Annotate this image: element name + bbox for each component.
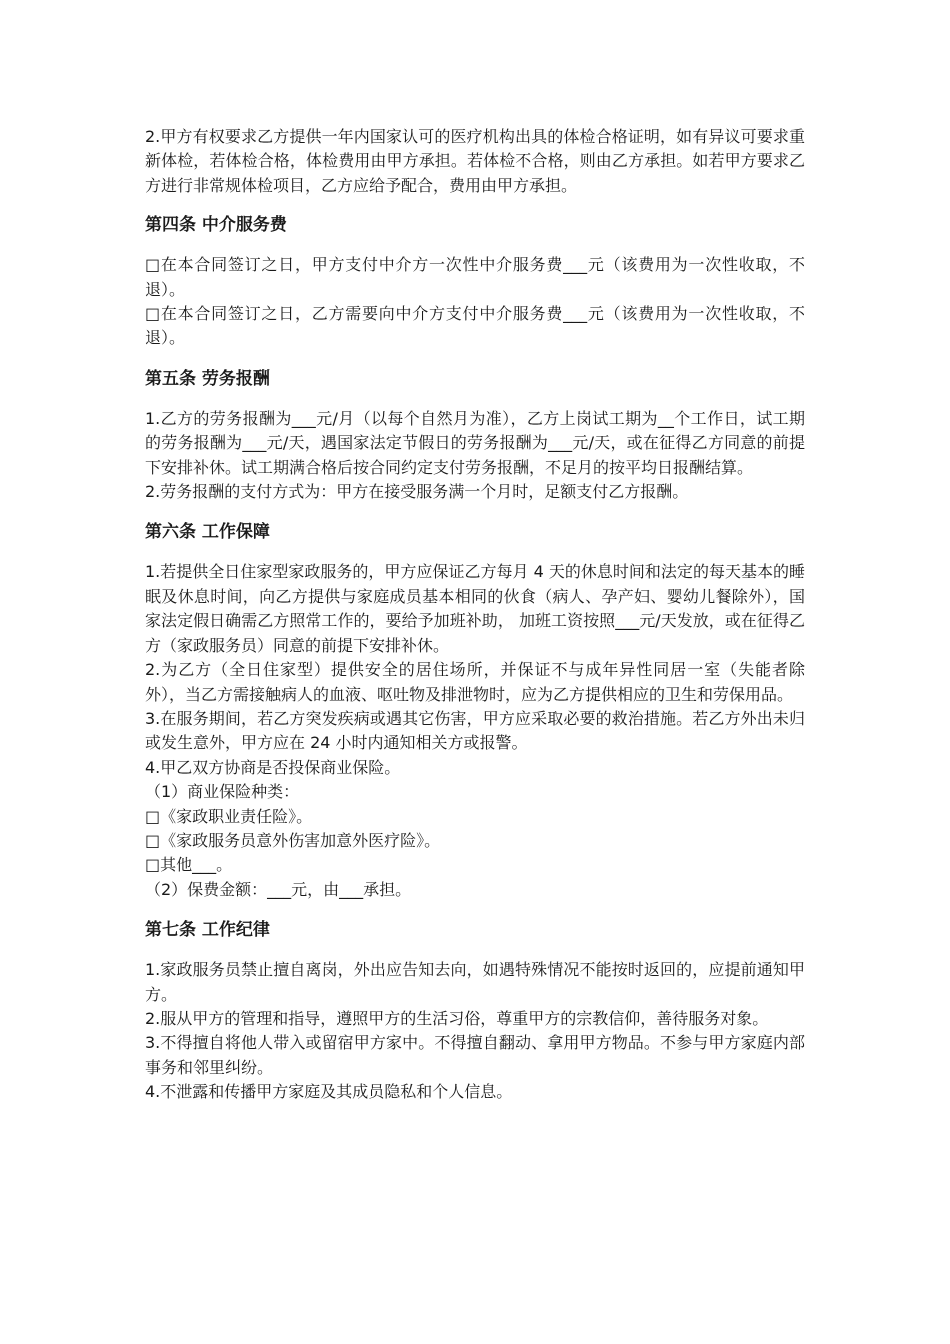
article3-continuation bbox=[145, 125, 805, 198]
article6-clause-1: 1.若提供全日住家型家政服务的，甲方应保证乙方每月 4 天的休息时间和法定的每天基本的睡眠及休息时间，向乙方提供与家庭成员基本相同的伙食（病人、孕产妇、婴幼儿餐除外），国家法定假日确需乙方照常工作的，要给予加班补助， 加班工资按照___元/天发放，或在征得乙方（家政服务员）同意的前提下安排补休。 bbox=[145, 562, 805, 655]
article5-clause-1: 1.乙方的劳务报酬为___元/月（以每个自然月为准），乙方上岗试工期为__个工作日，试工期的劳务报酬为___元/天，遇国家法定节假日的劳务报酬为___元/天，或在征得乙方同意的前提下安排补休。试工期满合格后按合同约定支付劳务报酬，不足月的按平均日报酬结算。 bbox=[145, 408, 805, 477]
article6-insurance-option-3: □其他___。 bbox=[145, 855, 233, 875]
contract-page bbox=[145, 125, 805, 1105]
article6-body bbox=[145, 560, 805, 902]
article7-clause-3: 3.不得擅自将他人带入或留宿甲方家中。不得擅自翻动、拿用甲方物品。不参与甲方家庭内部事务和邻里纠纷。 bbox=[145, 1033, 805, 1077]
article6-clause-3: 3.在服务期间，若乙方突发疾病或遇其它伤害，甲方应采取必要的救治措施。若乙方外出未归或发生意外，甲方应在 24 小时内通知相关方或报警。 bbox=[145, 708, 805, 753]
article6-insurance-option-1: □《家政职业责任险》。 bbox=[145, 806, 313, 826]
article6-insurance-option-2: □《家政服务员意外伤害加意外医疗险》。 bbox=[145, 830, 441, 850]
article6-clause-2: 2.为乙方（全日住家型）提供安全的居住场所，并保证不与成年异性同居一室（失能者除外），当乙方需接触病人的血液、呕吐物及排泄物时，应为乙方提供相应的卫生和劳保用品。 bbox=[145, 660, 805, 704]
article7-clause-2: 2.服从甲方的管理和指导，遵照甲方的生活习俗，尊重甲方的宗教信仰，善待服务对象。 bbox=[145, 1008, 769, 1028]
article7-clause-1: 1.家政服务员禁止擅自离岗，外出应告知去向，如遇特殊情况不能按时返回的，应提前通知甲方。 bbox=[145, 960, 805, 1004]
article5-clause-2: 2.劳务报酬的支付方式为：甲方在接受服务满一个月时，足额支付乙方报酬。 bbox=[145, 482, 689, 502]
article4-option-2: □在本合同签订之日，乙方需要向中介方支付中介服务费___元（该费用为一次性收取，不退）。 bbox=[145, 304, 805, 348]
article7-heading: 第七条 工作纪律 bbox=[145, 920, 270, 941]
article3-clause-2: 2.甲方有权要求乙方提供一年内国家认可的医疗机构出具的体检合格证明，如有异议可要求重新体检，若体检合格，体检费用由甲方承担。若体检不合格，则由乙方承担。如若甲方要求乙方进行非常规体检项目，乙方应给予配合，费用由甲方承担。 bbox=[145, 127, 805, 195]
article6-clause-4: 4.甲乙双方协商是否投保商业保险。 bbox=[145, 757, 401, 777]
article7-body bbox=[145, 958, 805, 1104]
article4-heading: 第四条 中介服务费 bbox=[145, 215, 287, 236]
article4-body bbox=[145, 253, 805, 351]
article5-body bbox=[145, 407, 805, 505]
article6-insurance-type: （1）商业保险种类： bbox=[145, 782, 300, 802]
article6-heading: 第六条 工作保障 bbox=[145, 522, 270, 543]
article5-heading: 第五条 劳务报酬 bbox=[145, 368, 270, 389]
article6-insurance-premium: （2）保费金额：___元，由___承担。 bbox=[145, 879, 412, 899]
article7-clause-4: 4.不泄露和传播甲方家庭及其成员隐私和个人信息。 bbox=[145, 1082, 513, 1102]
article4-option-1: □在本合同签订之日，甲方支付中介方一次性中介服务费___元（该费用为一次性收取，不退）。 bbox=[145, 255, 805, 299]
